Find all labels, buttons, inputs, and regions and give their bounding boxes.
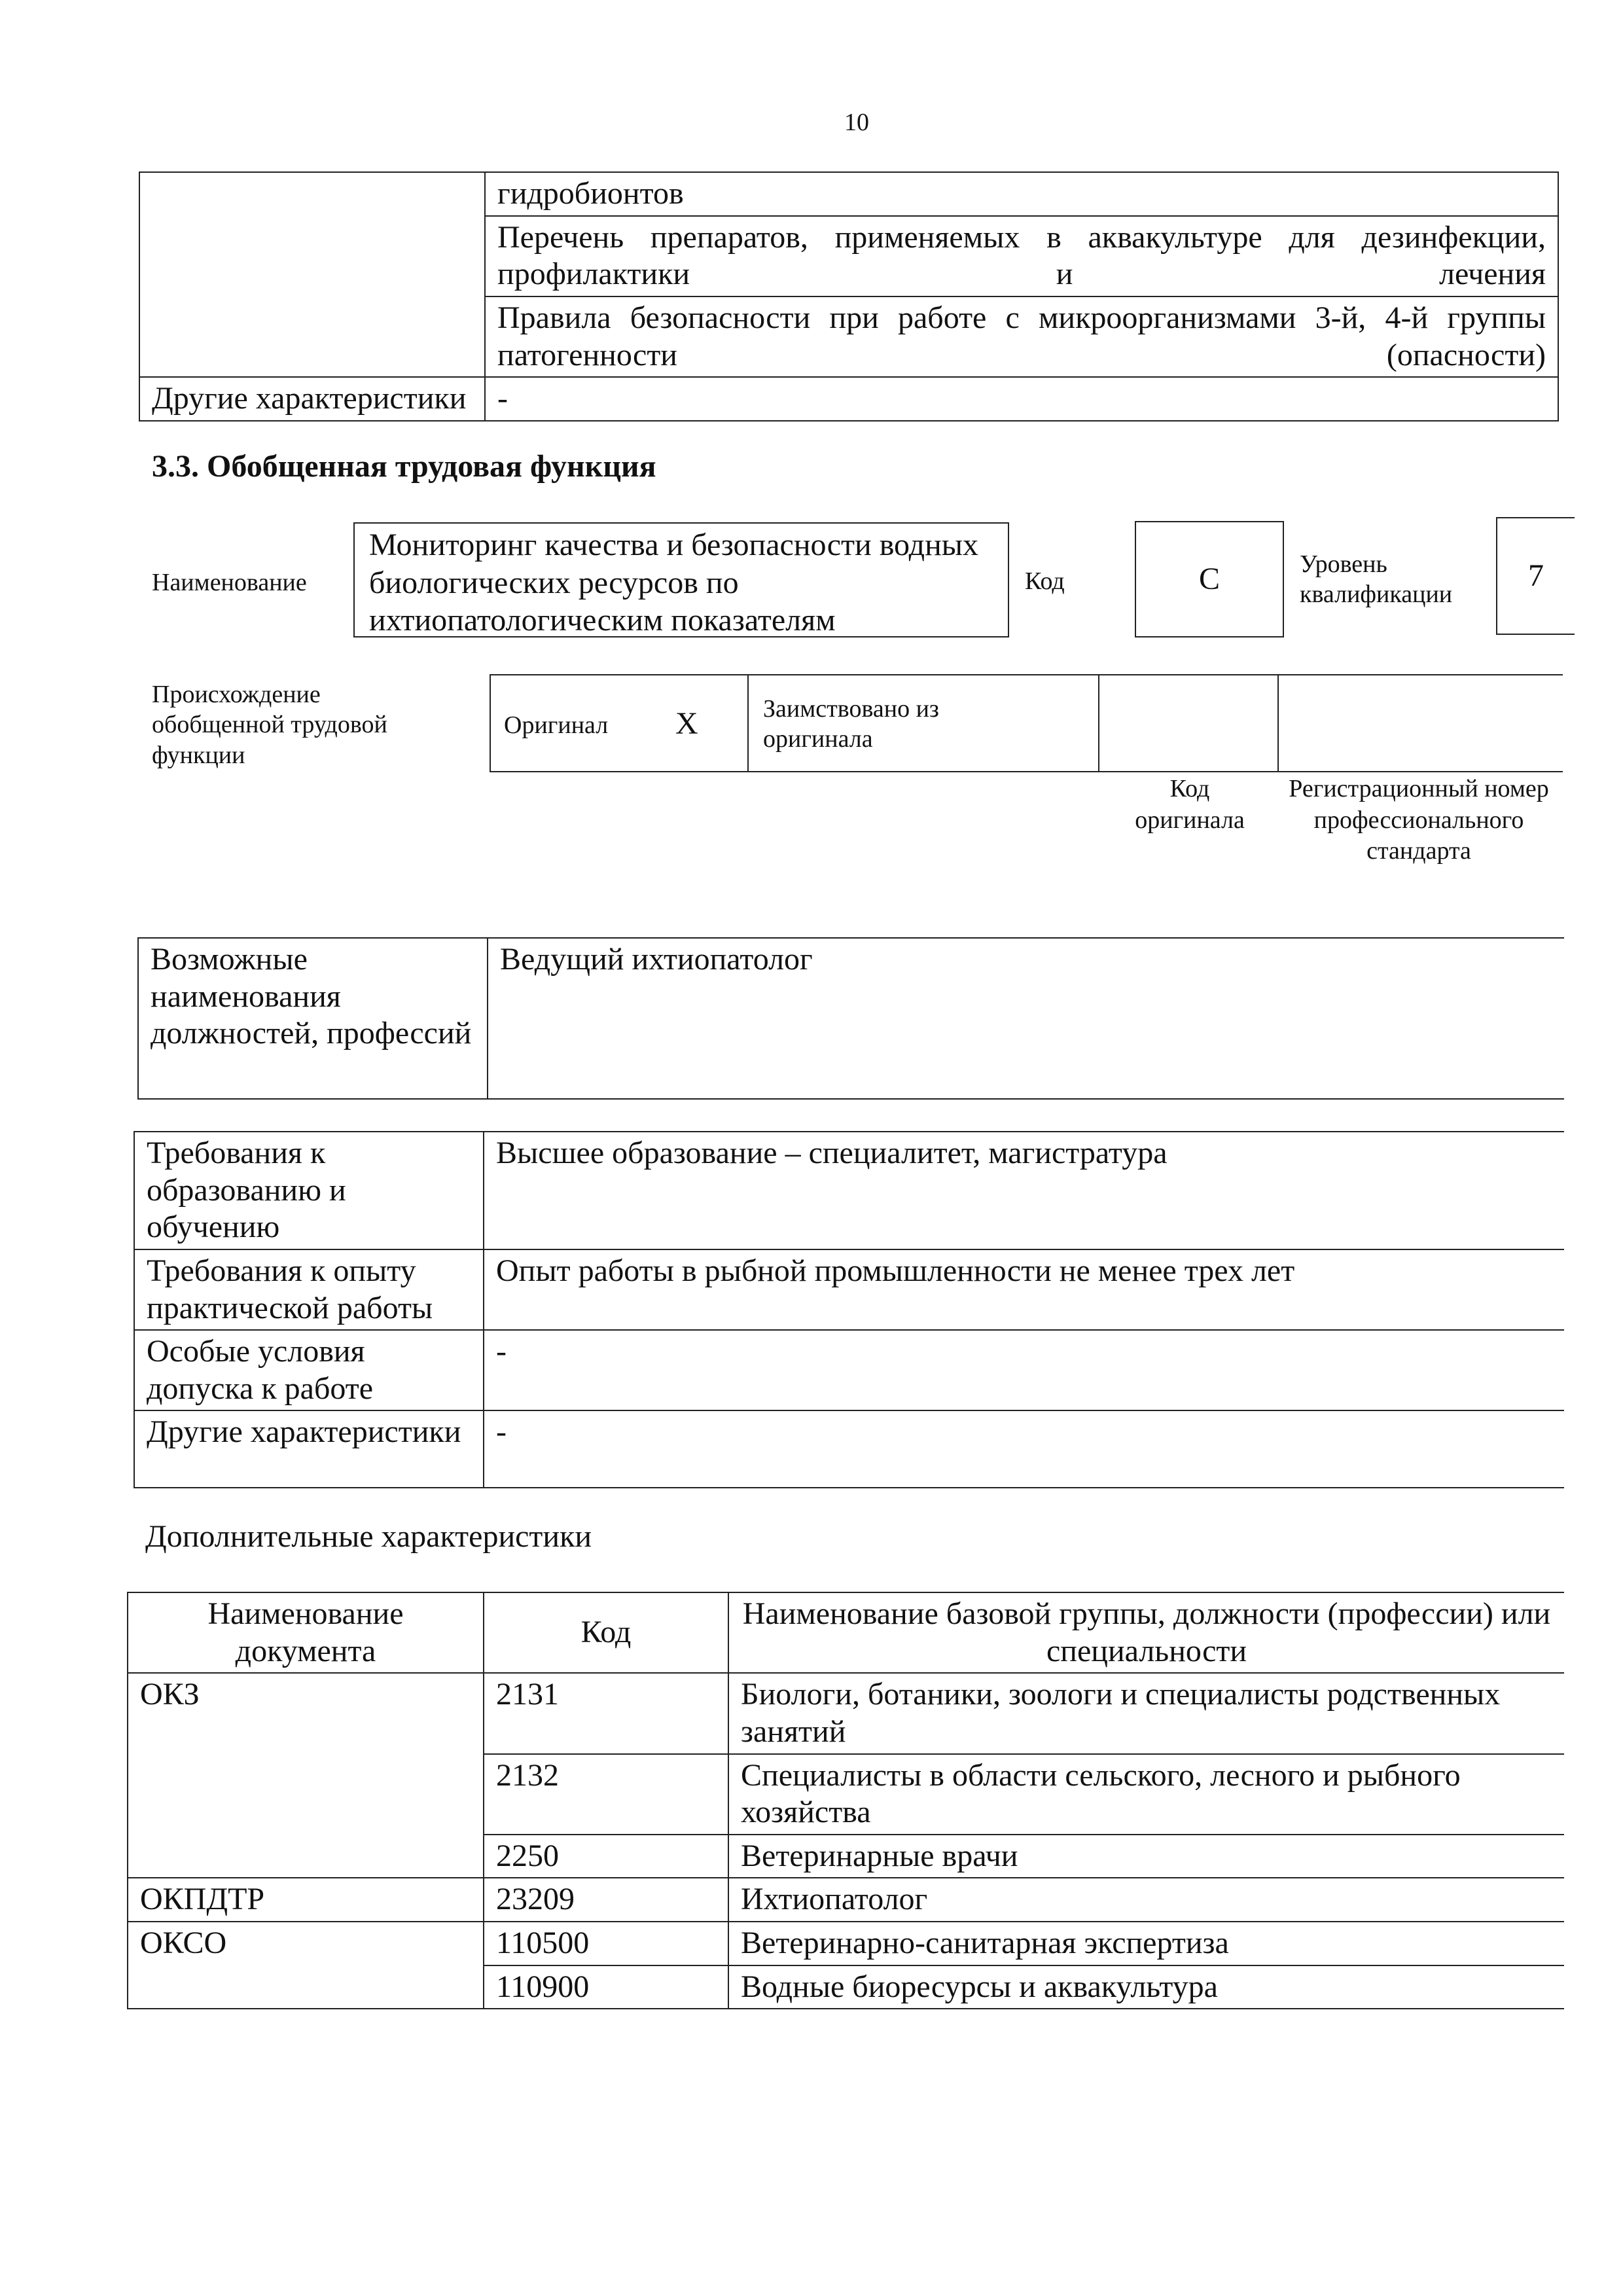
name-label: Наименование (152, 569, 307, 596)
reg-number-caption: Регистрационный номер профессионального стандарта (1289, 775, 1549, 865)
divider (1277, 674, 1279, 772)
additional-title: Дополнительные характеристики (145, 1519, 592, 1554)
table-cell: Другие характеристики (134, 1410, 484, 1488)
continuation-table (139, 171, 1559, 422)
table-row (139, 172, 1558, 216)
table-cell: Перечень препаратов, применяемых в аквакультуре для дезинфекции, профилактики и лечения (485, 216, 1558, 296)
table-row (134, 1132, 1564, 1249)
table-cell: 2132 (484, 1754, 728, 1835)
page-number: 10 (844, 109, 869, 136)
code-box (1135, 521, 1284, 637)
table-cell: гидробионтов (485, 172, 1558, 216)
level-value: 7 (1528, 558, 1544, 593)
table-cell: Правила безопасности при работе с микроорганизмами 3-й, 4-й группы патогенности (опасности) (485, 296, 1558, 377)
table-row (128, 1878, 1564, 1922)
table-row (138, 938, 1564, 1099)
header-cell: Наименование документа (128, 1592, 484, 1673)
table-cell: 110500 (484, 1922, 728, 1965)
table-row (139, 377, 1558, 421)
table-cell: ОКПДТР (128, 1878, 484, 1922)
origin-box (490, 674, 1563, 772)
function-name-box (353, 522, 1009, 637)
level-box (1496, 517, 1575, 635)
code-value: C (1198, 562, 1220, 596)
table-cell: Другие характеристики (139, 377, 485, 421)
table-row (128, 1922, 1564, 1965)
original-mark: X (675, 706, 698, 741)
table-cell: Ихтиопатолог (728, 1878, 1564, 1922)
table-header-row (128, 1592, 1564, 1673)
table-cell: Ведущий ихтиопатолог (488, 938, 1564, 1099)
level-label: Уровень квалификации (1300, 550, 1453, 608)
table-cell: ОКСО (128, 1922, 484, 2009)
table-row (134, 1410, 1564, 1488)
table-cell: Опыт работы в рыбной промышленности не менее трех лет (484, 1249, 1564, 1330)
table-cell: - (485, 377, 1558, 421)
positions-table (137, 937, 1564, 1100)
table-row (134, 1249, 1564, 1330)
table-cell: Водные биоресурсы и аквакультура (728, 1965, 1564, 2009)
table-row (128, 1673, 1564, 1753)
table-cell: Биологи, ботаники, зоологи и специалисты родственных занятий (728, 1673, 1564, 1753)
table-cell: - (484, 1410, 1564, 1488)
table-cell: Требования к опыту практической работы (134, 1249, 484, 1330)
empty-cell (139, 172, 485, 377)
table-cell: Высшее образование – специалитет, магистратура (484, 1132, 1564, 1249)
table-cell: Ветеринарно-санитарная экспертиза (728, 1922, 1564, 1965)
table-cell: 2131 (484, 1673, 728, 1753)
table-cell: Специалисты в области сельского, лесного и рыбного хозяйства (728, 1754, 1564, 1835)
table-cell: Требования к образованию и обучению (134, 1132, 484, 1249)
table-cell: ОКЗ (128, 1673, 484, 1878)
divider (1098, 674, 1099, 772)
section-heading: 3.3. Обобщенная трудовая функция (152, 449, 656, 484)
original-label: Оригинал (504, 711, 609, 739)
table-cell: Возможные наименования должностей, профессий (138, 938, 488, 1099)
borrowed-label: Заимствовано из оригинала (763, 695, 939, 753)
table-row (134, 1330, 1564, 1410)
header-cell: Наименование базовой группы, должности (профессии) или специальности (728, 1592, 1564, 1673)
table-cell: 23209 (484, 1878, 728, 1922)
function-name: Мониторинг качества и безопасности водных биологических ресурсов по ихтиопатологическим показателям (369, 528, 979, 638)
code-label: Код (1025, 567, 1065, 595)
table-cell: 110900 (484, 1965, 728, 2009)
table-cell: - (484, 1330, 1564, 1410)
additional-table (127, 1592, 1564, 2009)
header-cell: Код (484, 1592, 728, 1673)
table-cell: Ветеринарные врачи (728, 1835, 1564, 1878)
origin-label: Происхождение обобщенной трудовой функции (152, 681, 387, 769)
code-original-caption: Код оригинала (1135, 775, 1245, 834)
table-cell: Особые условия допуска к работе (134, 1330, 484, 1410)
requirements-table (134, 1131, 1564, 1488)
table-cell: 2250 (484, 1835, 728, 1878)
divider (747, 674, 749, 772)
